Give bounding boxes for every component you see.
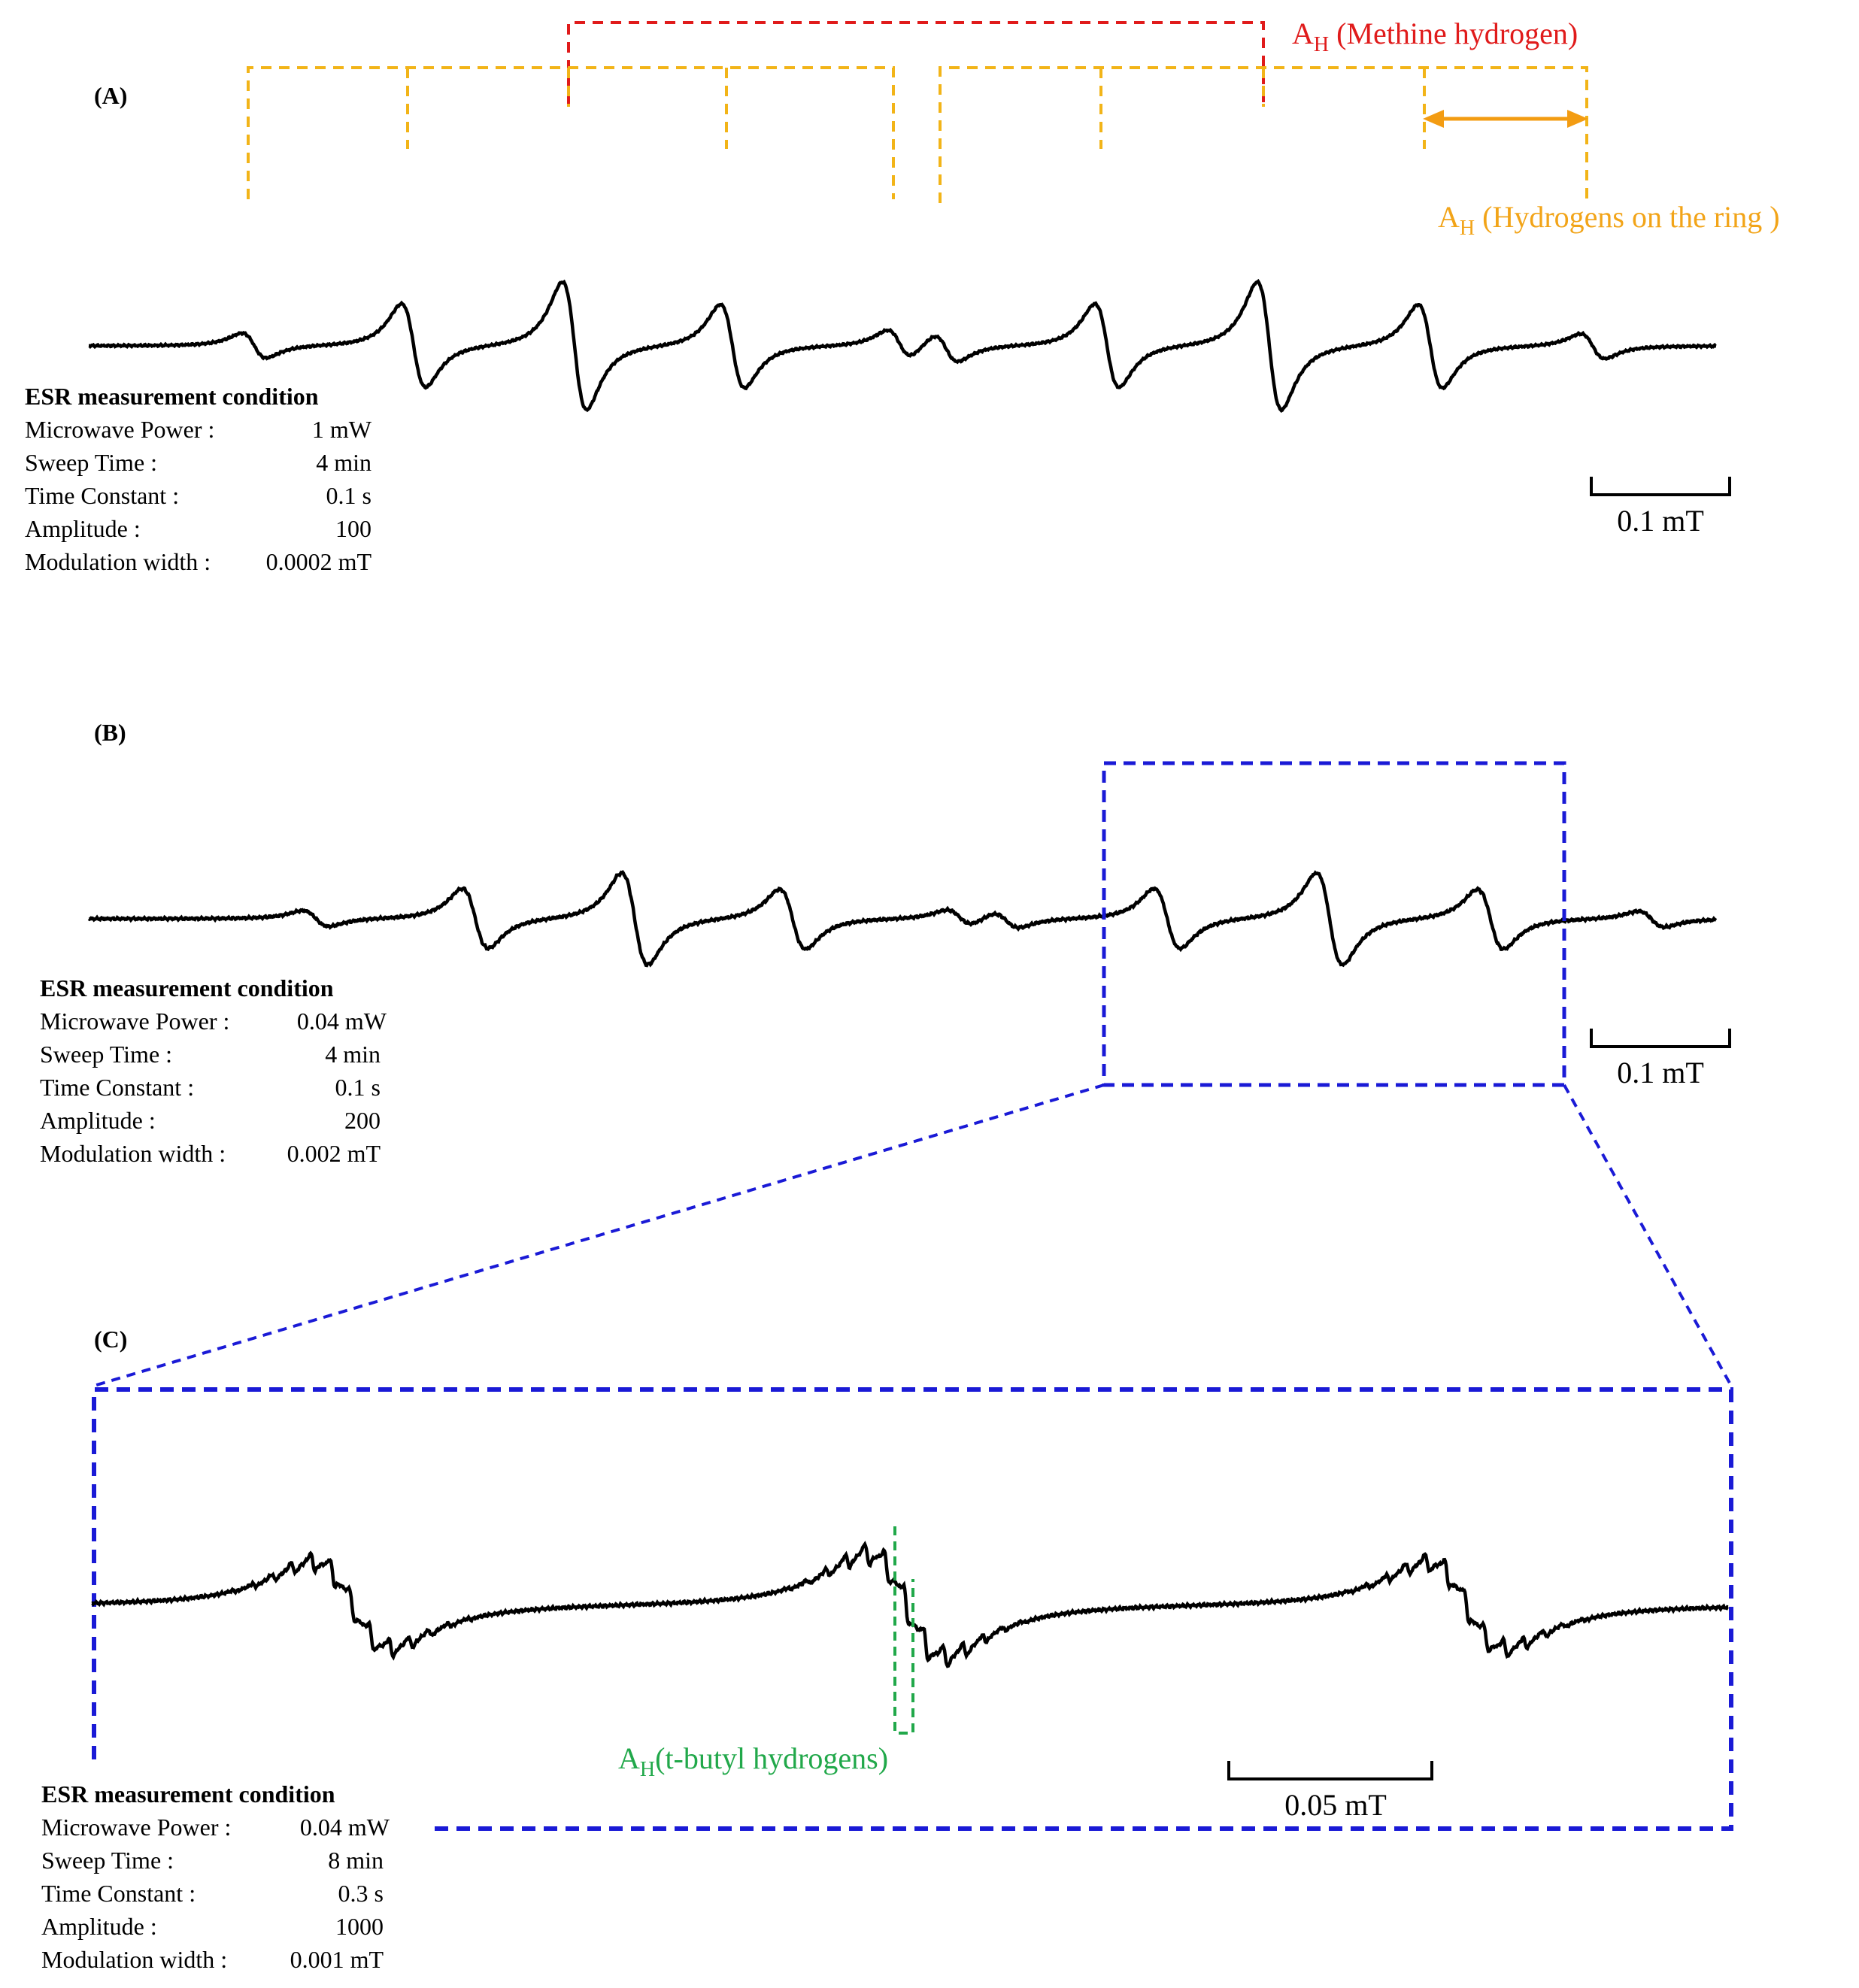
cond-b-value: 0.002 mT [287,1140,381,1167]
cond-a-row: Microwave Power : [25,416,215,443]
conditions-b-title: ESR measurement condition [40,974,334,1002]
methine-annotation: $A_H$ (Methine hydrogen) [1292,17,1578,56]
cond-b-row: Time Constant : [40,1074,195,1101]
conditions-c [41,1780,390,1973]
zoom-connectors [94,1085,1731,1386]
panel-c-label: (C) [94,1326,128,1353]
cond-b-value: 0.04 mW [296,1008,387,1035]
conditions-a-title: ESR measurement condition [25,383,319,410]
cond-a-value: 0.1 s [326,482,371,509]
cond-a-value: 4 min [316,449,371,476]
conditions-a [25,383,372,575]
cond-a-value: 1 mW [311,416,371,443]
cond-a-row: Sweep Time : [25,449,158,476]
cond-c-row: Sweep Time : [41,1847,174,1874]
ring-brackets [248,68,1587,203]
scale-bar-a-label: 0.1 mT [1617,504,1704,538]
cond-c-row: Microwave Power : [41,1814,232,1841]
scale-bar-a [1591,477,1730,495]
cond-b-row: Modulation width : [40,1140,226,1167]
panel-a-label: (A) [94,82,128,109]
methine-bracket [569,23,1263,107]
spectrum-a-trace [89,281,1716,411]
cond-a-value: 100 [335,515,371,542]
cond-a-row: Time Constant : [25,482,180,509]
cond-b-row: Microwave Power : [40,1008,230,1035]
panel-b-label: (B) [94,719,126,746]
cond-c-value: 8 min [328,1847,384,1874]
tbutyl-bracket [895,1526,913,1733]
cond-c-row: Amplitude : [41,1913,157,1940]
cond-b-row: Amplitude : [40,1107,156,1134]
cond-c-row: Modulation width : [41,1946,228,1973]
cond-a-row: Amplitude : [25,515,141,542]
cond-c-value: 1000 [335,1913,384,1940]
cond-b-row: Sweep Time : [40,1041,173,1068]
cond-c-row: Time Constant : [41,1880,196,1907]
scale-bar-c [1229,1761,1432,1779]
scale-bar-c-label: 0.05 mT [1284,1788,1387,1822]
spectrum-b-trace [89,872,1716,965]
cond-b-value: 200 [344,1107,381,1134]
cond-c-value: 0.3 s [338,1880,384,1907]
cond-a-row: Modulation width : [25,548,211,575]
conditions-c-title: ESR measurement condition [41,1780,335,1808]
scale-bar-b [1591,1029,1730,1047]
zoom-box-b [1104,763,1564,1085]
cond-b-value: 4 min [325,1041,381,1068]
cond-c-value: 0.001 mT [290,1946,384,1973]
scale-bar-b-label: 0.1 mT [1617,1056,1704,1089]
cond-b-value: 0.1 s [335,1074,381,1101]
ring-spacing-arrow [1423,110,1588,128]
conditions-b [40,974,387,1167]
ring-annotation: $A_H$ (Hydrogens on the ring ) [1438,200,1780,240]
cond-c-value: 0.04 mW [299,1814,390,1841]
tbutyl-annotation: $A_H(t$-butyl hydrogens) [618,1741,889,1781]
cond-a-value: 0.0002 mT [265,548,371,575]
spectrum-c-trace [92,1544,1728,1666]
